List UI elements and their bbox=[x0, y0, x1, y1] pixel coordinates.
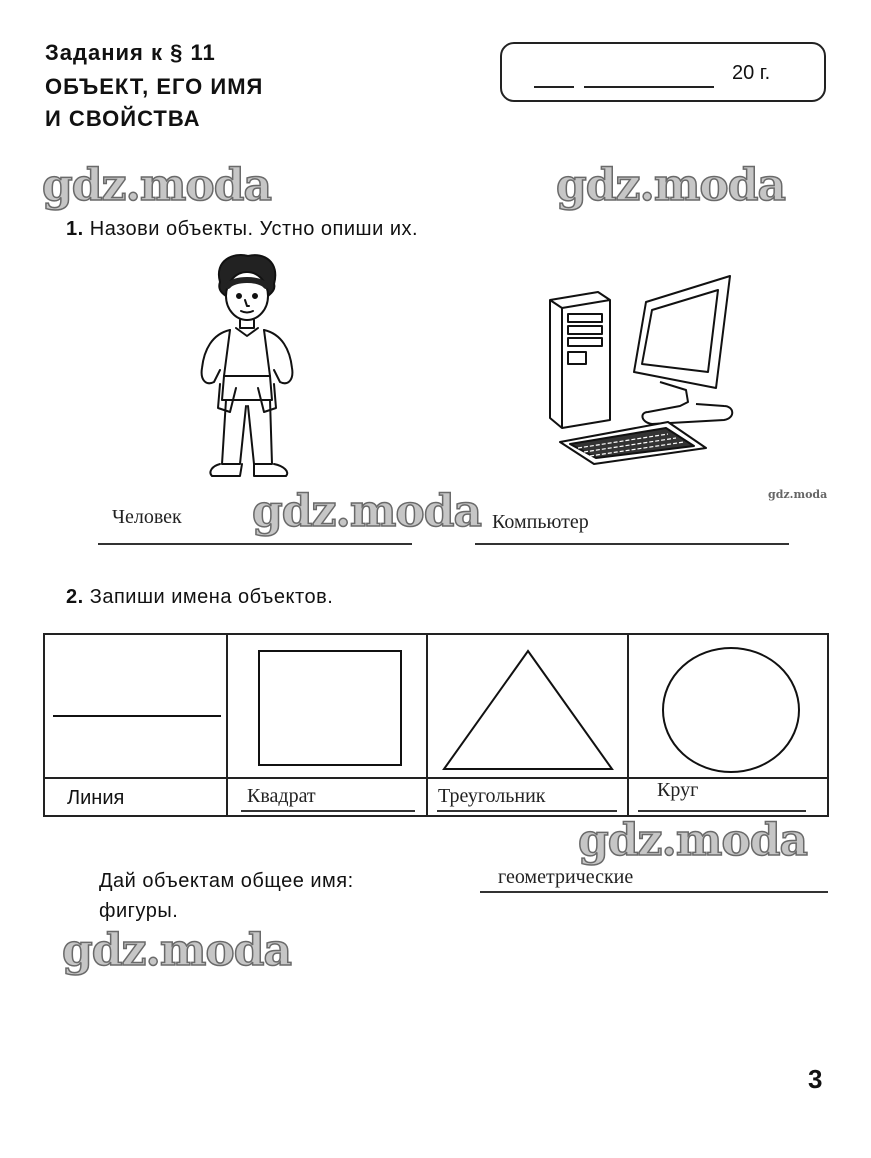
circle-shape bbox=[659, 645, 803, 775]
task1-text: Назови объекты. Устно опиши их. bbox=[89, 218, 419, 240]
square-shape bbox=[258, 650, 402, 766]
page-number: 3 bbox=[808, 1064, 823, 1094]
answer-line-1[interactable] bbox=[98, 543, 412, 545]
watermark: gdz.moda bbox=[62, 925, 292, 976]
answer-person: Человек bbox=[112, 506, 182, 528]
common-name-answer: геометрические bbox=[498, 866, 634, 888]
label-circle: Круг bbox=[657, 779, 699, 801]
page-title-line2: И СВОЙСТВА bbox=[45, 106, 201, 131]
line-shape bbox=[53, 715, 221, 717]
date-box[interactable] bbox=[500, 42, 826, 102]
task2-number: 2. bbox=[66, 586, 84, 608]
shapes-table bbox=[43, 633, 829, 817]
label-line: Линия bbox=[67, 787, 125, 809]
common-name-prompt: Дай объектам общее имя: bbox=[99, 870, 354, 892]
watermark: gdz.moda bbox=[578, 815, 808, 866]
common-name-line[interactable] bbox=[480, 891, 828, 893]
task2-text: Запиши имена объектов. bbox=[89, 586, 334, 608]
section-heading: Задания к § 11 bbox=[45, 40, 216, 65]
computer-illustration bbox=[548, 272, 738, 467]
date-day-blank[interactable] bbox=[534, 86, 574, 88]
task1-number: 1. bbox=[66, 218, 84, 240]
triangle-shape bbox=[440, 647, 616, 773]
answer-line-2[interactable] bbox=[475, 543, 789, 545]
label-line-square[interactable] bbox=[241, 810, 415, 812]
boy-illustration bbox=[190, 250, 305, 480]
watermark: gdz.moda bbox=[252, 486, 482, 537]
label-line-circle[interactable] bbox=[638, 810, 806, 812]
common-name-continuation: фигуры. bbox=[99, 900, 179, 922]
label-triangle: Треугольник bbox=[438, 785, 546, 807]
task1-instruction bbox=[66, 218, 418, 241]
table-divider bbox=[627, 635, 629, 815]
date-month-blank[interactable] bbox=[584, 86, 714, 88]
page-title-line1: ОБЪЕКТ, ЕГО ИМЯ bbox=[45, 74, 264, 99]
table-divider bbox=[426, 635, 428, 815]
table-divider bbox=[45, 777, 827, 779]
answer-computer: Компьютер bbox=[492, 511, 589, 533]
watermark: gdz.moda bbox=[556, 160, 786, 211]
task2-instruction bbox=[66, 586, 333, 609]
label-square: Квадрат bbox=[247, 785, 316, 807]
watermark-small: gdz.moda bbox=[768, 488, 828, 501]
label-line-triangle[interactable] bbox=[437, 810, 617, 812]
watermark: gdz.moda bbox=[42, 160, 272, 211]
table-divider bbox=[226, 635, 228, 815]
date-year-label: 20 г. bbox=[732, 62, 771, 84]
